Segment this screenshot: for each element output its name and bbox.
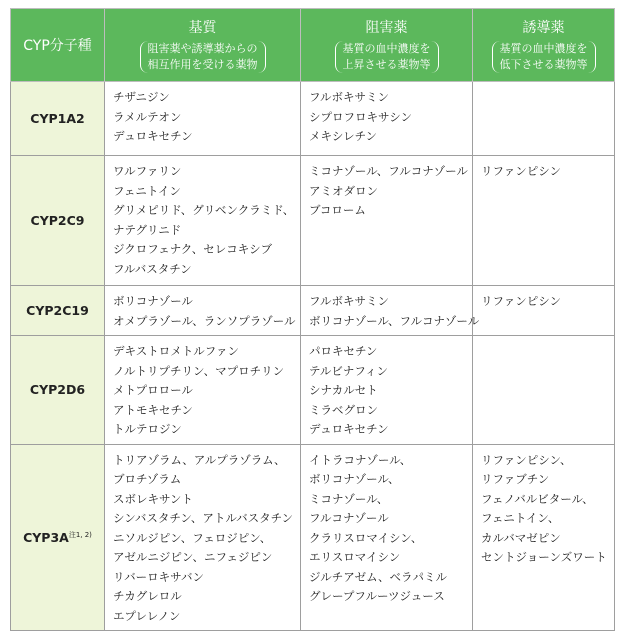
header-substrate-note: 阻害薬や誘導薬からの 相互作用を受ける薬物: [140, 41, 266, 73]
drug-name: イトラコナゾール、: [309, 452, 412, 467]
drug-name: チカグレロル: [113, 589, 182, 603]
inducers-cell: [473, 82, 615, 156]
drug-name: スボレキサント: [113, 491, 193, 506]
drug-name: ジルチアゼム、ベラパミル: [309, 569, 447, 584]
substrates-cell: [105, 156, 301, 286]
drug-name: ジクロフェナク、セレコキシブ: [113, 242, 273, 256]
drug-name: エリスロマイシン: [309, 550, 401, 564]
drug-name: カルバマゼピン: [481, 530, 561, 545]
drug-name: フルボキサミン: [309, 90, 390, 104]
drug-name: トリアゾラム、アルプラゾラム、: [113, 452, 286, 467]
drug-name: フルボキサミン: [309, 294, 390, 308]
drug-name: リバーロキサバン: [113, 569, 204, 584]
drug-name: ボリコナゾール、フルコナゾール: [309, 313, 480, 328]
cyp-name-cell: [11, 286, 105, 336]
cyp-name-cell: [11, 156, 105, 286]
cyp-table-container: [10, 8, 614, 631]
drug-name: フェノバルビタール、: [481, 491, 594, 506]
footnote-marker: 注1, 2): [68, 531, 92, 540]
inhibitors-cell: [301, 336, 473, 445]
drug-name: ミコナゾール、フルコナゾール: [309, 164, 468, 178]
header-inducer-note: 基質の血中濃度を 低下させる薬物等: [492, 41, 596, 73]
cyp-name: CYP3A: [23, 530, 69, 546]
drug-name: ボリコナゾール: [113, 294, 193, 308]
drug-name: ボリコナゾール、: [309, 472, 400, 486]
drug-name: シナカルセト: [309, 383, 378, 397]
table-row: [11, 82, 615, 156]
substrates-cell: [105, 336, 301, 445]
drug-name: デキストロメトルファン: [113, 344, 240, 358]
table-row: [11, 286, 615, 336]
inducers-cell: [473, 156, 615, 286]
header-inducer-title: 誘導薬: [522, 20, 565, 36]
header-substrate: [105, 9, 301, 82]
drug-name: ワルファリン: [113, 164, 182, 178]
inducers-cell: [473, 444, 615, 631]
substrates-cell: [105, 82, 301, 156]
table-row: [11, 444, 615, 631]
inhibitors-cell: [301, 286, 480, 336]
cyp-name-cell: [11, 444, 105, 631]
drug-name: トルテロジン: [113, 422, 182, 436]
drug-name: フルバスタチン: [113, 261, 192, 276]
inhibitors-cell: [301, 82, 473, 156]
drug-name: リファブチン: [481, 472, 550, 486]
cyp-interaction-table: [10, 8, 615, 631]
drug-name: ラメルテオン: [113, 109, 182, 124]
drug-name: アミオダロン: [309, 183, 378, 198]
drug-name: セントジョーンズワート: [481, 550, 607, 564]
header-inhibitor: [301, 9, 473, 82]
table-body: [11, 82, 615, 631]
substrates-cell: [105, 286, 301, 336]
drug-name: ブロチゾラム: [113, 472, 182, 486]
header-cyp-subtype: CYP分子種: [11, 9, 105, 82]
drug-name: テルビナフィン: [309, 363, 389, 378]
cyp-name: CYP2C9: [30, 212, 85, 228]
drug-name: デュロキセチン: [113, 129, 193, 143]
drug-name: ナテグリニド: [113, 222, 182, 237]
drug-name: シプロフロキサシン: [309, 109, 412, 124]
drug-name: エプレレノン: [113, 608, 181, 623]
drug-name: メキシレチン: [309, 129, 378, 143]
cyp-name: CYP2D6: [29, 382, 86, 397]
header-inducer: [473, 9, 615, 82]
inducers-cell: [473, 286, 615, 336]
inhibitors-cell: [301, 444, 473, 631]
drug-name: ブコローム: [309, 203, 366, 217]
header-inhibitor-note: 基質の血中濃度を 上昇させる薬物等: [335, 41, 439, 73]
drug-name: チザニジン: [113, 90, 170, 104]
drug-name: アゼルニジピン、ニフェジピン: [113, 550, 273, 564]
drug-name: デュロキセチン: [309, 422, 389, 436]
drug-name: リファンピシン: [481, 164, 561, 178]
drug-name: フェニトイン、: [481, 511, 560, 525]
header-substrate-title: 基質: [188, 20, 217, 36]
drug-name: パロキセチン: [309, 344, 378, 358]
table-row: [11, 156, 615, 286]
drug-name: オメプラゾール、ランソプラゾール: [113, 313, 296, 328]
header-inhibitor-title: 阻害薬: [365, 20, 408, 36]
drug-name: グレープフルーツジュース: [309, 589, 445, 603]
header-row: [11, 9, 615, 82]
inhibitors-cell: [301, 156, 473, 286]
drug-name: フェニトイン: [113, 183, 181, 198]
drug-name: ノルトリプチリン、マプロチリン: [113, 363, 285, 378]
drug-name: アトモキセチン: [113, 402, 193, 417]
drug-name: クラリスロマイシン、: [309, 530, 423, 545]
drug-name: メトプロロール: [113, 383, 193, 397]
inducers-cell: [473, 336, 615, 445]
drug-name: ニソルジピン、フェロジピン、: [113, 530, 272, 545]
drug-name: フルコナゾール: [309, 511, 389, 525]
cyp-name-cell: [11, 336, 105, 445]
cyp-name-cell: [11, 82, 105, 156]
table-row: [11, 336, 615, 445]
drug-name: リファンピシン、: [481, 452, 572, 467]
cyp-name: CYP1A2: [30, 110, 85, 126]
drug-name: リファンピシン: [481, 294, 561, 308]
substrates-cell: [105, 444, 301, 631]
drug-name: グリメピリド、グリベンクラミド、: [113, 203, 295, 217]
drug-name: シンバスタチン、アトルバスタチン: [113, 511, 294, 525]
cyp-name: CYP2C19: [26, 302, 89, 318]
drug-name: ミコナゾール、: [309, 491, 389, 506]
drug-name: ミラベグロン: [309, 402, 378, 417]
